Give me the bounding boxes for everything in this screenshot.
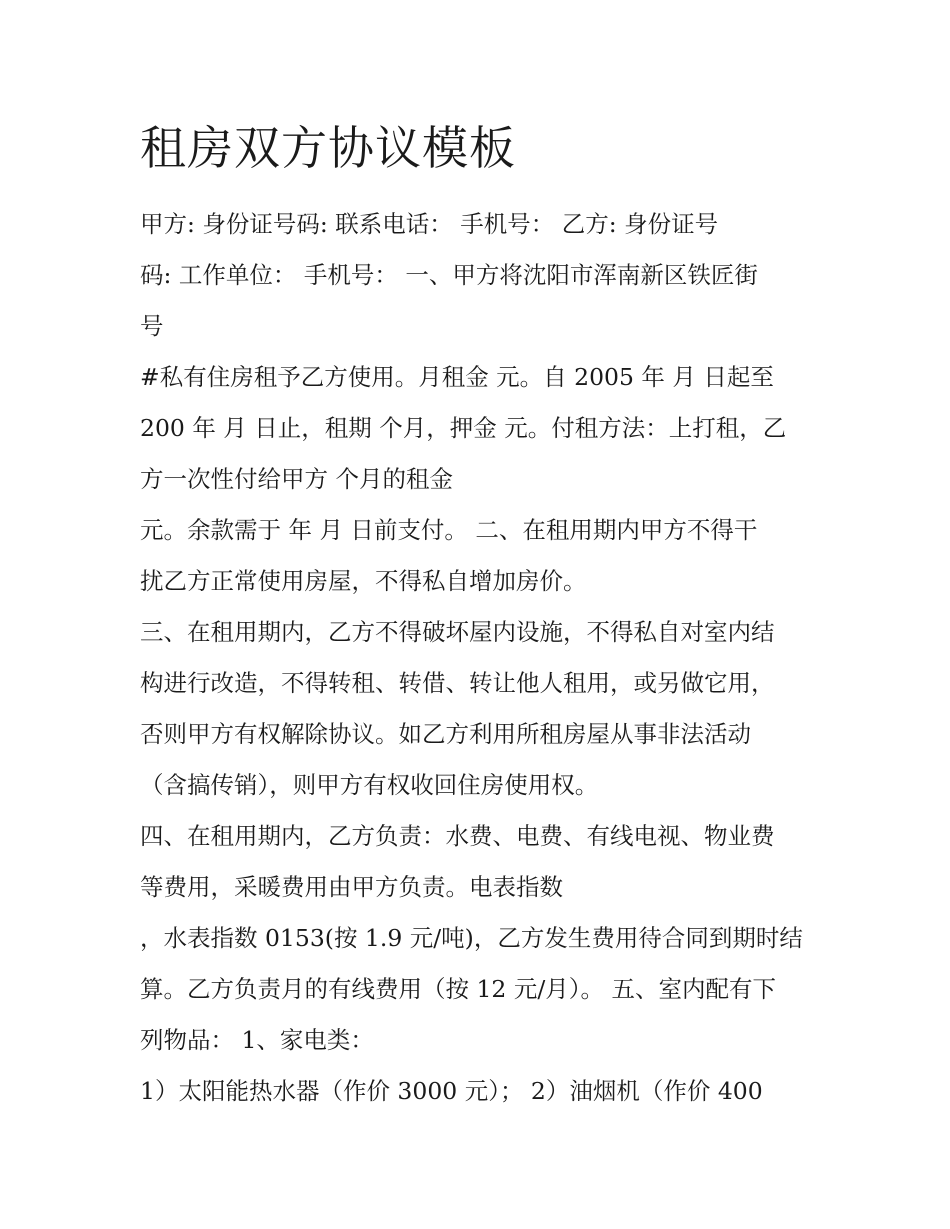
text-line: 元。余款需于 年 月 日前支付。 二、在租用期内甲方不得干	[140, 516, 758, 544]
text-line: 算。乙方负责月的有线费用（按 12 元/月）。 五、室内配有下	[140, 975, 776, 1003]
text-line: 四、在租用期内，乙方负责：水费、电费、有线电视、物业费	[140, 822, 775, 850]
text-line: 三、在租用期内，乙方不得破坏屋内设施，不得私自对室内结	[140, 618, 775, 646]
text-line: 方一次性付给甲方 个月的租金	[140, 465, 453, 493]
text-line: 构进行改造，不得转租、转借、转让他人租用，或另做它用，	[140, 669, 775, 697]
text-line: ，水表指数 0153(按 1.9 元/吨)，乙方发生费用待合同到期时结	[140, 924, 803, 952]
text-line: 甲方: 身份证号码: 联系电话： 手机号： 乙方: 身份证号	[140, 210, 719, 238]
document-body	[140, 199, 830, 1117]
document-title: 租房双方协议模板	[140, 121, 516, 175]
text-line: 1）太阳能热水器（作价 3000 元）； 2）油烟机（作价 400	[140, 1077, 763, 1105]
text-line: 扰乙方正常使用房屋，不得私自增加房价。	[140, 567, 587, 595]
text-line: 200 年 月 日止，租期 个月，押金 元。付租方法：上打租，乙	[140, 414, 787, 442]
text-line: 等费用，采暖费用由甲方负责。电表指数	[140, 873, 563, 901]
text-line: 号	[140, 312, 164, 340]
text-line: （含搞传销），则甲方有权收回住房使用权。	[140, 771, 599, 799]
text-line: 码: 工作单位： 手机号： 一、甲方将沈阳市浑南新区铁匠街	[140, 261, 758, 289]
text-line: 列物品： 1、家电类：	[140, 1026, 374, 1054]
text-line: #私有住房租予乙方使用。月租金 元。自 2005 年 月 日起至	[140, 363, 774, 391]
text-line: 否则甲方有权解除协议。如乙方利用所租房屋从事非法活动	[140, 720, 751, 748]
